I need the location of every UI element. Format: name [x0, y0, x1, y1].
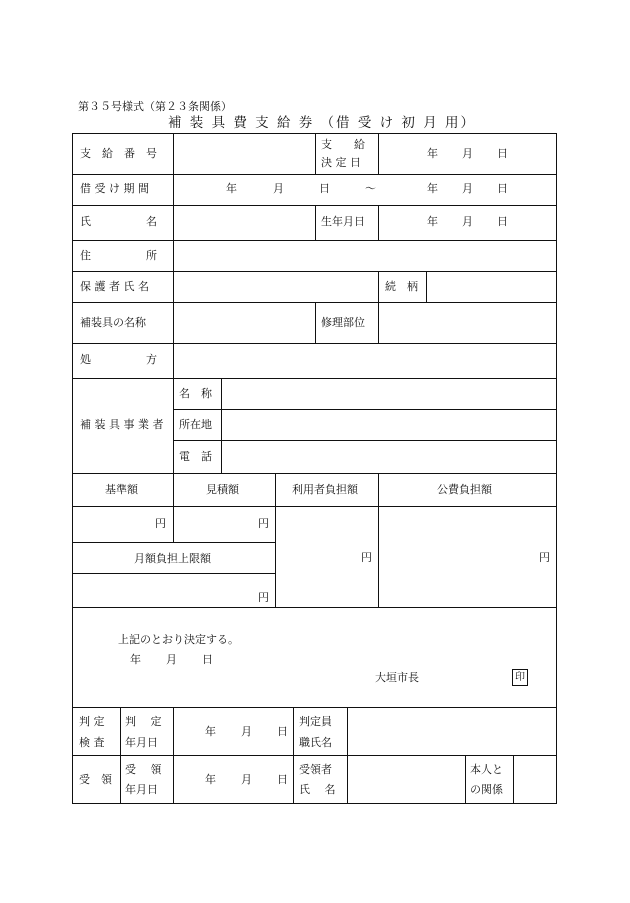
- day-label: 日: [202, 653, 213, 666]
- operator-location-field[interactable]: [222, 410, 555, 439]
- relation-field[interactable]: [514, 756, 555, 802]
- birth-date-label: 生年月日: [321, 215, 365, 228]
- yen-label: 円: [361, 551, 372, 564]
- device-name-label: 補装具の名称: [80, 316, 146, 329]
- address-label: 住 所: [80, 249, 157, 262]
- monthly-cap-label: 月額負担上限額: [134, 552, 211, 565]
- receiver-name-field[interactable]: [348, 756, 464, 802]
- repair-part-field[interactable]: [379, 303, 555, 342]
- prescription-label: 処 方: [80, 353, 157, 366]
- business-operator-label: 補 装 具 事 業 者: [80, 418, 164, 431]
- decision-statement: 上記のとおり決定する。: [118, 633, 239, 646]
- judgment-label: 判 定: [79, 715, 105, 728]
- day-label: 日: [319, 182, 330, 195]
- decision-date-label: 支 給: [321, 138, 365, 151]
- estimate-amount-label: 見積額: [206, 483, 239, 496]
- month-label: 月: [462, 182, 473, 195]
- day-label: 日: [277, 773, 288, 786]
- relationship-label: 続 柄: [385, 280, 418, 293]
- loan-period-label: 借 受 け 期 間: [80, 182, 149, 195]
- relation-label: 本人と: [470, 763, 503, 776]
- judge-name-field[interactable]: [348, 708, 555, 754]
- inspection-label: 検 査: [79, 736, 105, 749]
- year-label: 年: [130, 653, 141, 666]
- year-label: 年: [205, 725, 216, 738]
- payment-number-field[interactable]: [174, 134, 314, 174]
- judgment-date-label: 判 定: [125, 715, 162, 728]
- receiver-name-label: 受領者: [299, 763, 332, 776]
- device-name-field[interactable]: [174, 303, 314, 342]
- tilde-separator: ～: [365, 182, 376, 195]
- public-burden-label: 公費負担額: [437, 483, 492, 496]
- year-label: 年: [205, 773, 216, 786]
- judgment-date-label-2: 年月日: [125, 736, 158, 749]
- receipt-date-label-2: 年月日: [125, 783, 158, 796]
- decision-date-label-2: 決 定 日: [321, 156, 361, 169]
- address-field[interactable]: [174, 241, 555, 270]
- form-title: 補 装 具 費 支 給 券 （借 受 け 初 月 用）: [168, 115, 476, 131]
- seal-mark: 印: [512, 669, 528, 686]
- receipt-date-label: 受 領: [125, 763, 162, 776]
- year-label: 年: [427, 215, 438, 228]
- prescription-field[interactable]: [174, 344, 555, 377]
- guardian-name-label: 保 護 者 氏 名: [80, 280, 149, 293]
- judge-name-label: 判定員: [299, 715, 332, 728]
- month-label: 月: [273, 182, 284, 195]
- day-label: 日: [497, 147, 508, 160]
- receiver-name-label-2: 氏 名: [299, 783, 336, 796]
- day-label: 日: [497, 182, 508, 195]
- operator-location-label: 所在地: [179, 418, 212, 431]
- operator-phone-label: 電 話: [179, 450, 212, 463]
- month-label: 月: [462, 147, 473, 160]
- day-label: 日: [277, 725, 288, 738]
- month-label: 月: [166, 653, 177, 666]
- yen-label: 円: [258, 591, 269, 604]
- operator-phone-field[interactable]: [222, 441, 555, 472]
- payment-number-label: 支 給 番 号: [80, 147, 157, 160]
- year-label: 年: [226, 182, 237, 195]
- operator-name-label: 名 称: [179, 387, 212, 400]
- relationship-field[interactable]: [427, 272, 555, 301]
- guardian-name-field[interactable]: [174, 272, 377, 301]
- yen-label: 円: [258, 517, 269, 530]
- name-label: 氏 名: [80, 215, 157, 228]
- name-field[interactable]: [174, 206, 314, 239]
- yen-label: 円: [539, 551, 550, 564]
- standard-amount-label: 基準額: [105, 483, 138, 496]
- user-burden-label: 利用者負担額: [292, 483, 358, 496]
- form-number: 第３５号様式（第２３条関係）: [78, 100, 232, 113]
- operator-name-field[interactable]: [222, 379, 555, 408]
- day-label: 日: [497, 215, 508, 228]
- receipt-label: 受 領: [79, 773, 112, 786]
- judge-name-label-2: 職氏名: [299, 736, 332, 749]
- year-label: 年: [427, 147, 438, 160]
- yen-label: 円: [155, 517, 166, 530]
- year-label: 年: [427, 182, 438, 195]
- month-label: 月: [241, 773, 252, 786]
- month-label: 月: [241, 725, 252, 738]
- month-label: 月: [462, 215, 473, 228]
- issuer-label: 大垣市長: [375, 671, 419, 684]
- relation-label-2: の関係: [470, 783, 503, 796]
- repair-part-label: 修理部位: [321, 316, 365, 329]
